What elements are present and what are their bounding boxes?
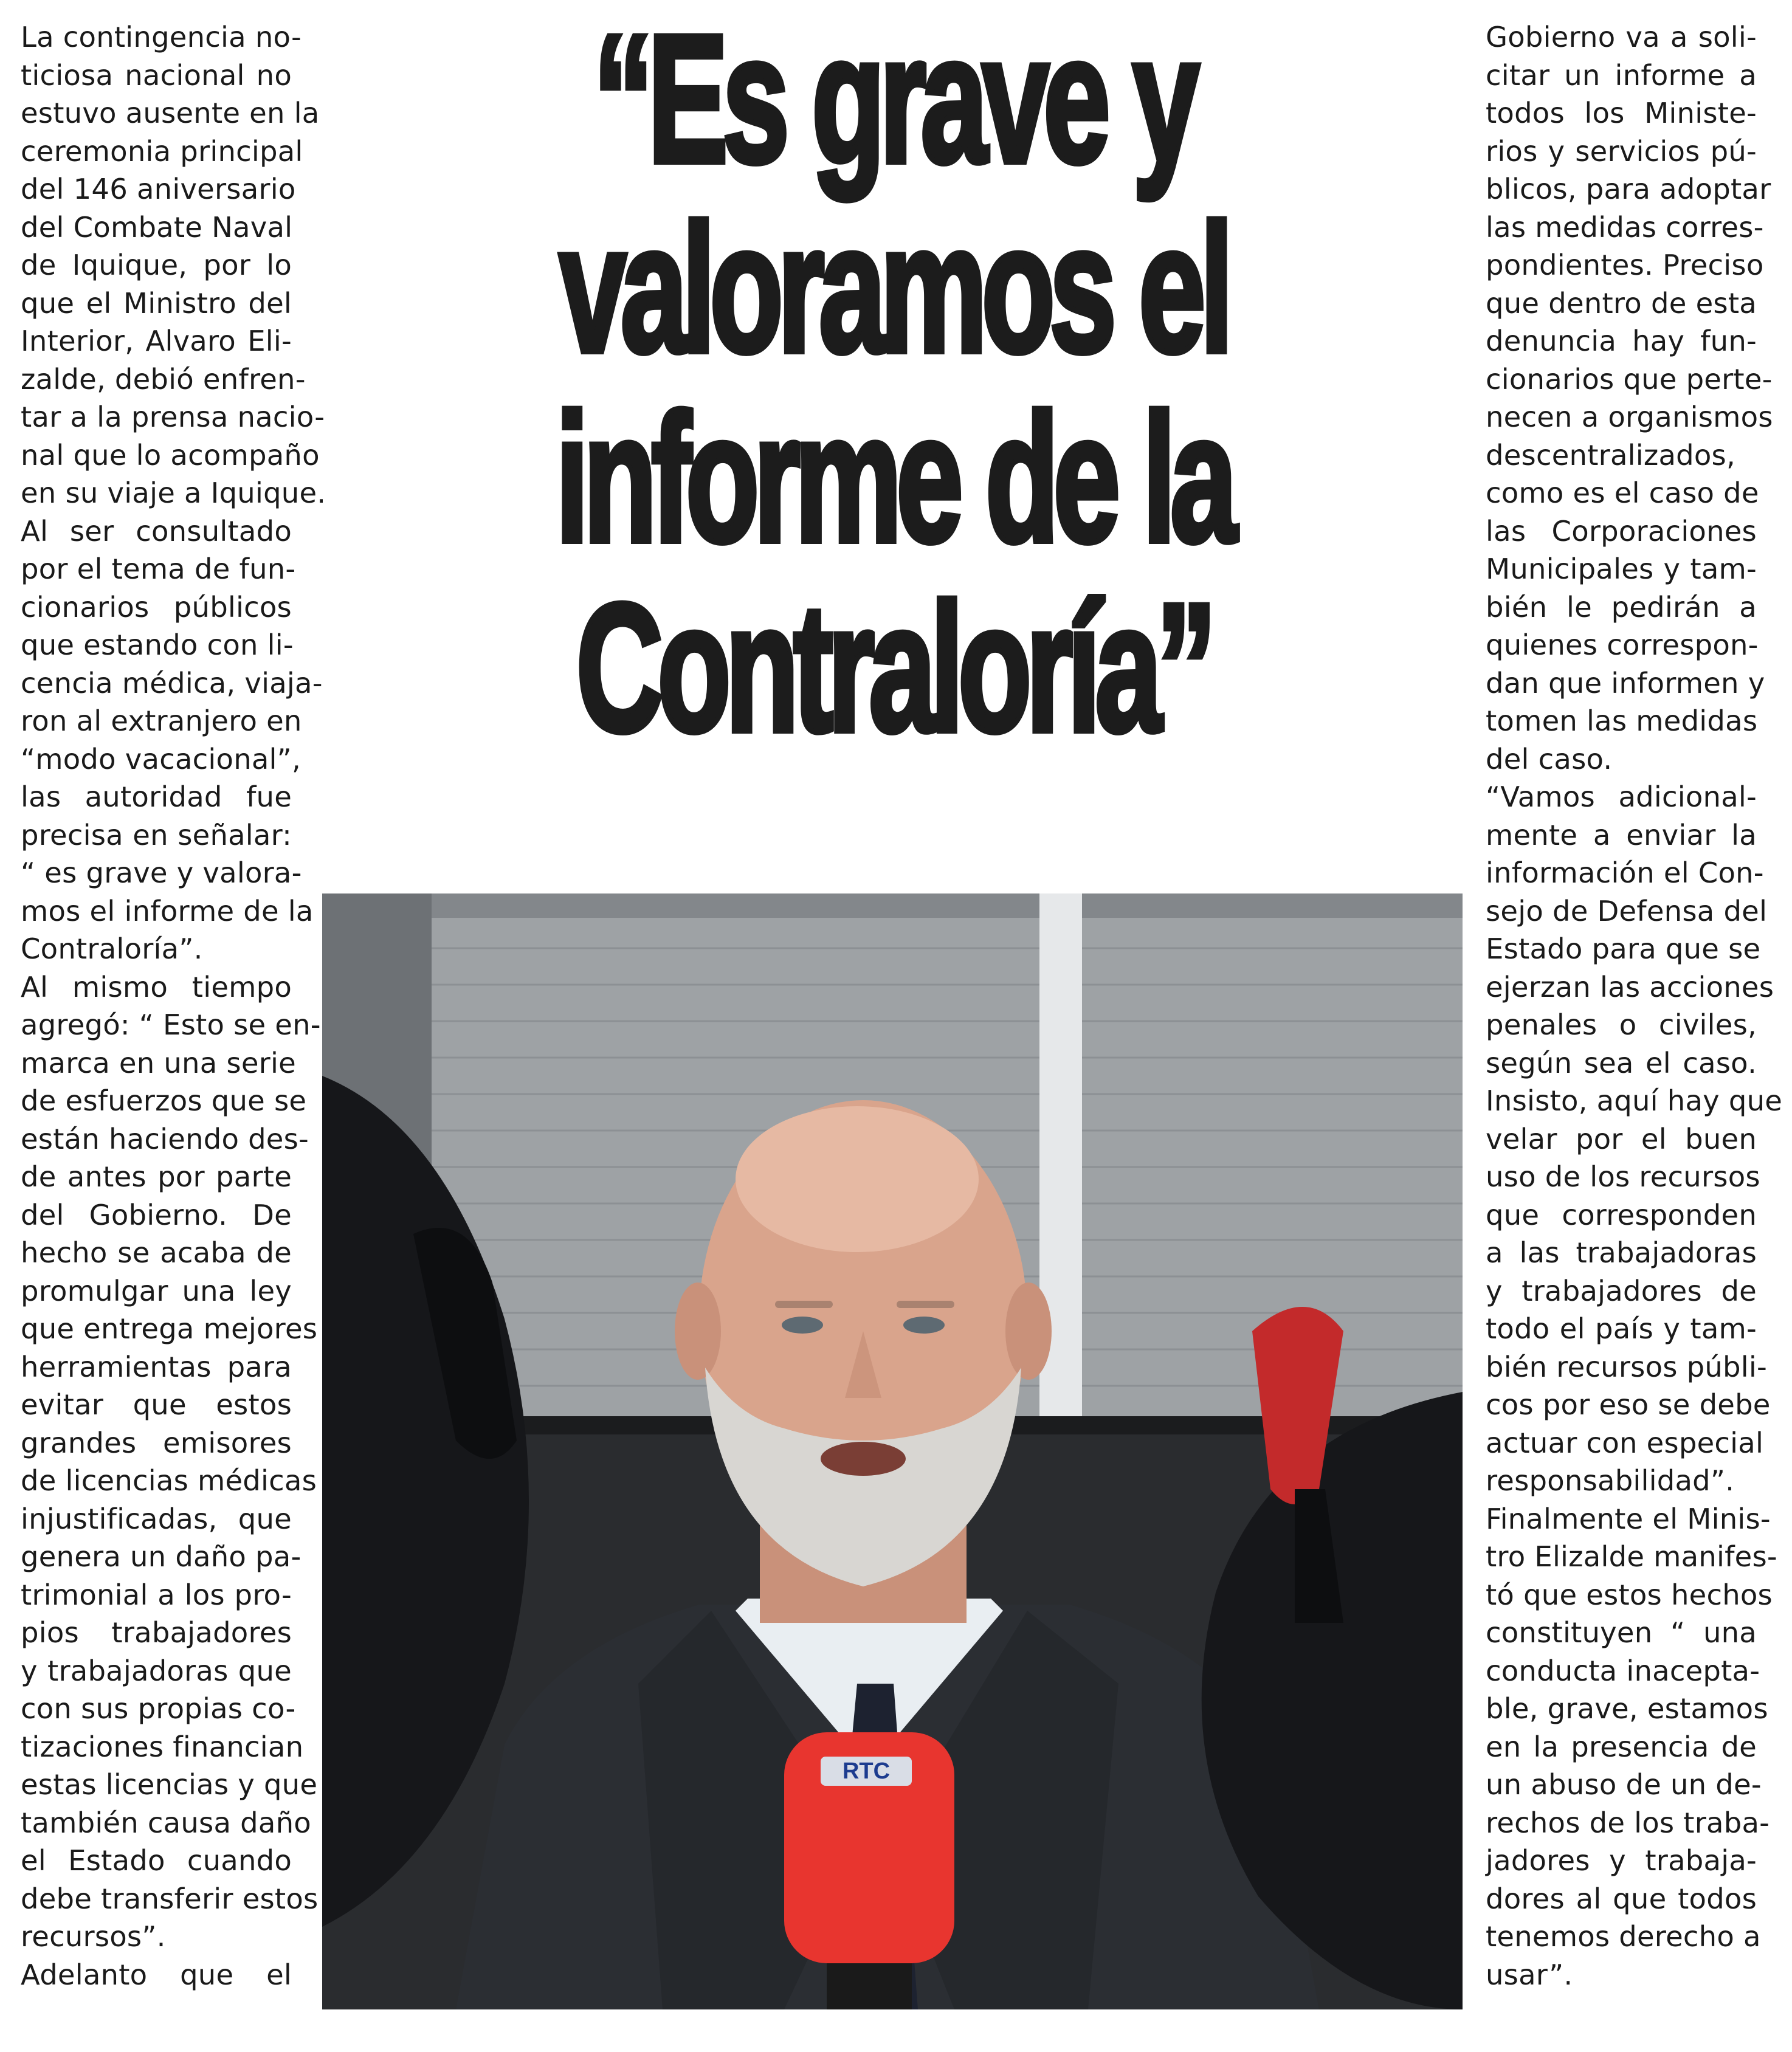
article-text-line: cionarios que perte- (1486, 362, 1773, 396)
article-text-line: todo el país y tam- (1486, 1312, 1757, 1345)
headline-line: “Es grave y (593, 0, 1194, 201)
article-text-line: quienes correspon- (1486, 628, 1759, 661)
article-text-line: injustificadas, que (21, 1502, 292, 1535)
article-text-line: zalde, debió enfren- (21, 362, 306, 396)
article-text-line: información el Con- (1486, 856, 1764, 889)
article-text-line: Gobierno va a soli- (1486, 21, 1757, 53)
article-text-line: rechos de los traba- (1486, 1806, 1770, 1839)
article-text-line: constituyen “ una (1486, 1616, 1757, 1649)
headline-line: Contraloría” (576, 565, 1211, 770)
article-text-line: que estando con li- (21, 628, 294, 661)
article-text-line: a las trabajadoras (1486, 1236, 1757, 1269)
article-text-line: evitar que estos (21, 1388, 292, 1421)
article-text-line: en su viaje a Iquique. (21, 477, 326, 509)
article-text-line: dan que informen y (1486, 666, 1765, 700)
article-text-line: que dentro de esta (1486, 286, 1757, 320)
article-text-line: “ es grave y valora- (21, 856, 302, 889)
photo-illustration (322, 893, 1463, 2009)
article-text-line: Interior, Alvaro Eli- (21, 325, 292, 357)
article-text-line: velar por el buen (1486, 1122, 1757, 1155)
article-text-line: Contraloría”. (21, 932, 203, 965)
article-text-line: de esfuerzos que se (21, 1084, 307, 1117)
article-text-line: las Corporaciones (1486, 514, 1757, 548)
article-text-line: pios trabajadores (21, 1616, 292, 1649)
microphone-label: RTC (842, 1758, 891, 1784)
article-text-line: del caso. (1486, 742, 1613, 776)
article-text-line: del Combate Naval (21, 210, 293, 244)
article-text-line: como es el caso de (1486, 477, 1759, 509)
article-text-line: conducta inacepta- (1486, 1654, 1760, 1687)
headline (322, 0, 1465, 879)
article-text-line: bién recursos públi- (1486, 1350, 1767, 1383)
article-text-line: todos los Ministe- (1486, 97, 1757, 129)
article-text-line: mos el informe de la (21, 894, 314, 928)
article-text-line: las autoridad fue (21, 780, 292, 813)
article-text-line: por el tema de fun- (21, 553, 296, 585)
article-text-line: y trabajadoras que (21, 1654, 292, 1687)
article-text-line: que corresponden (1486, 1198, 1757, 1231)
article-text-line: en la presencia de (1486, 1730, 1757, 1763)
article-text-line: rios y servicios pú- (1486, 134, 1757, 168)
article-column-left (21, 18, 326, 1994)
article-text-line: mente a enviar la (1486, 818, 1757, 852)
article-text-line: con sus propias co- (21, 1692, 296, 1725)
article-text-line: que el Ministro del (21, 286, 292, 320)
article-text-line: uso de los recursos (1486, 1160, 1760, 1193)
headline-line: valoramos el (559, 186, 1228, 390)
article-text-line: de licencias médicas (21, 1464, 317, 1497)
article-text-line: nal que lo acompaño (21, 438, 320, 472)
article-text-line: Estado para que se (1486, 932, 1761, 965)
article-text-line: marca en una serie (21, 1046, 296, 1079)
article-text-line: necen a organismos (1486, 401, 1773, 433)
article-text-line: agregó: “ Esto se en- (21, 1008, 321, 1041)
article-text-line: están haciendo des- (21, 1122, 309, 1155)
article-text-line: usar”. (1486, 1958, 1573, 1991)
article-photo (322, 893, 1463, 2009)
article-text-line: y trabajadores de (1486, 1274, 1757, 1307)
article-text-line: tó que estos hechos (1486, 1578, 1773, 1611)
article-text-line: el Estado cuando (21, 1844, 292, 1877)
article-text-line: ceremonia principal (21, 134, 303, 168)
article-text-line: Municipales y tam- (1486, 553, 1757, 585)
article-text-line: estas licencias y que (21, 1768, 318, 1801)
article-text-line: cos por eso se debe (1486, 1388, 1771, 1421)
article-text-line: penales o civiles, (1486, 1008, 1757, 1041)
article-text-line: Insisto, aquí hay que (1486, 1084, 1783, 1117)
article-column-right (1486, 18, 1783, 1994)
headline-line: informe de la (555, 376, 1232, 580)
article-text-line: pondientes. Preciso (1486, 249, 1764, 281)
article-text-line: blicos, para adoptar (1486, 173, 1771, 205)
article-text-line: “Vamos adicional- (1486, 780, 1757, 813)
article-text-line: del Gobierno. De (21, 1198, 292, 1231)
article-text-line: ticiosa nacional no (21, 58, 292, 92)
article-text-line: promulgar una ley (21, 1274, 292, 1307)
article-text-line: precisa en señalar: (21, 818, 292, 852)
article-text-line: recursos”. (21, 1920, 166, 1953)
article-text-line: dores al que todos (1486, 1882, 1757, 1915)
article-text-line: ron al extranjero en (21, 704, 302, 737)
article-text-line: actuar con especial (1486, 1426, 1764, 1459)
article-text-line: también causa daño (21, 1806, 311, 1839)
article-text-line: tar a la prensa nacio- (21, 401, 325, 433)
article-text-line: responsabilidad”. (1486, 1464, 1735, 1497)
article-text-line: debe transferir estos (21, 1882, 319, 1915)
article-text-line: tenemos derecho a (1486, 1920, 1761, 1953)
article-text-line: tizaciones financian (21, 1730, 304, 1763)
article-text-line: que entrega mejores (21, 1312, 318, 1345)
article-text-line: estuvo ausente en la (21, 97, 320, 129)
article-text-line: Adelanto que el (21, 1958, 292, 1991)
article-text-line: un abuso de un de- (1486, 1768, 1762, 1801)
article-text-line: genera un daño pa- (21, 1540, 302, 1573)
article-text-line: grandes emisores (21, 1426, 292, 1459)
article-text-line: tro Elizalde manifes- (1486, 1540, 1777, 1573)
article-text-line: Finalmente el Minis- (1486, 1502, 1771, 1535)
article-text-line: descentralizados, (1486, 438, 1735, 472)
article-text-line: de antes por parte (21, 1160, 292, 1193)
article-text-line: hecho se acaba de (21, 1236, 292, 1269)
article-text-line: cencia médica, viaja- (21, 666, 323, 700)
article-text-line: La contingencia no- (21, 21, 302, 53)
article-text-line: cionarios públicos (21, 590, 292, 624)
article-text-line: ejerzan las acciones (1486, 970, 1774, 1004)
article-text-line: bién le pedirán a (1486, 590, 1757, 624)
article-text-line: denuncia hay fun- (1486, 325, 1757, 357)
article-text-line: Al ser consultado (21, 514, 292, 548)
article-text-line: citar un informe a (1486, 58, 1757, 92)
article-text-line: tomen las medidas (1486, 704, 1758, 737)
article-text-line: Al mismo tiempo (21, 970, 292, 1004)
article-text-line: las medidas corres- (1486, 210, 1764, 244)
article-text-line: trimonial a los pro- (21, 1578, 292, 1611)
article-text-line: jadores y trabaja- (1486, 1844, 1757, 1877)
article-text-line: ble, grave, estamos (1486, 1692, 1768, 1725)
article-text-line: del 146 aniversario (21, 173, 296, 205)
article-text-line: herramientas para (21, 1350, 292, 1383)
article-text-line: de Iquique, por lo (21, 249, 292, 281)
article-text-line: “modo vacacional”, (21, 742, 301, 776)
article-text-line: sejo de Defensa del (1486, 894, 1768, 928)
article-text-line: según sea el caso. (1486, 1046, 1757, 1079)
